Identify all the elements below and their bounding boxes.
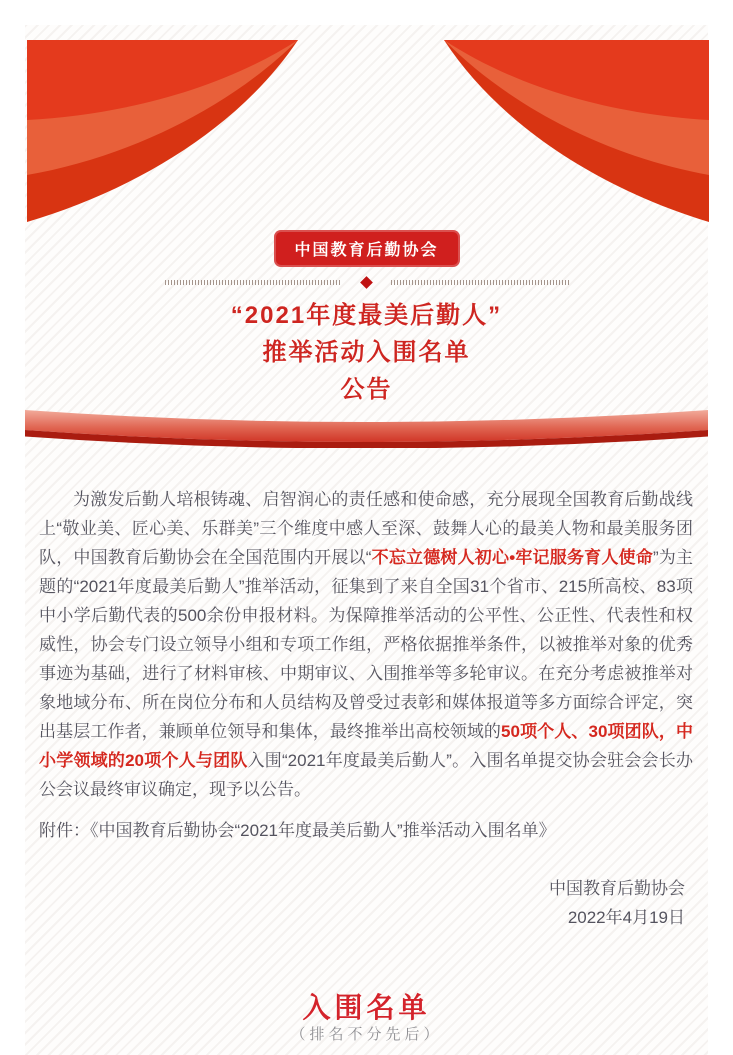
shortlist-section-title: 入围名单 bbox=[302, 992, 431, 1023]
shortlist-order-note: （排名不分先后） bbox=[290, 1026, 443, 1043]
body-segment: ”为主题的“2021年度最美后勤人”推举活动，征集到了来自全国31个省市、215所高校、83项中小学后勤代表的500余份申报材料。为保障推举活动的公平性、公正性、代表性和权威性，协会专门设立领导小组和专项工作组，严格依据推举条件，以被推举对象的优秀事迹为基础，进行了材料审核、中期审议、入围推举等多轮审议。在充分考虑被推举对象地域分布、所在岗位分布和人员结构及曾受过表彰和媒体报道等多方面综合评定，突出基层工作者，兼顾单位领导和集体，最终推举出高校领域的 bbox=[39, 548, 693, 741]
body-segment-highlight: 50项个人、30项团队，中小学领域的20项个人与团队 bbox=[39, 722, 693, 770]
title-line-3: 公告 bbox=[340, 376, 393, 403]
organization-badge: 中国教育后勤协会 bbox=[273, 230, 459, 267]
attachment-line: 附件：《中国教育后勤协会“2021年度最美后勤人”推举活动入围名单》 bbox=[39, 821, 556, 840]
diamond-icon bbox=[360, 276, 373, 289]
curtain-left-icon bbox=[27, 40, 298, 222]
curtain-right-icon bbox=[444, 40, 709, 222]
red-ribbon-divider bbox=[25, 408, 708, 448]
divider-dashes-right bbox=[391, 280, 569, 285]
body-segment: 入围“2021年度最美后勤人”。入围名单提交协会驻会会长办公会议最终审议确定，现予以公告。 bbox=[39, 751, 693, 799]
body-segment-highlight: 不忘立德树人初心•牢记服务育人使命 bbox=[371, 548, 653, 567]
signature-organization: 中国教育后勤协会 bbox=[549, 879, 685, 898]
divider-dashes-left bbox=[165, 280, 343, 285]
dotted-divider bbox=[165, 276, 569, 288]
body-segment: 为激发后勤人培根铸魂、启智润心的责任感和使命感，充分展现全国教育后勤战线上“敬业美、匠心美、乐群美”三个维度中感人至深、鼓舞人心的最美人物和最美服务团队，中国教育后勤协会在全国范围内开展以“ bbox=[39, 490, 693, 567]
ribbon-icon bbox=[25, 408, 708, 448]
title-line-2: 推举活动入围名单 bbox=[262, 339, 471, 366]
signature-block bbox=[549, 874, 685, 932]
signature-date: 2022年4月19日 bbox=[567, 908, 685, 927]
curtain-left-decoration bbox=[27, 40, 298, 222]
announcement-title bbox=[0, 297, 733, 408]
announcement-body-paragraph bbox=[39, 485, 693, 804]
curtain-right-decoration bbox=[444, 40, 709, 222]
title-line-1: “2021年度最美后勤人” bbox=[230, 302, 503, 329]
